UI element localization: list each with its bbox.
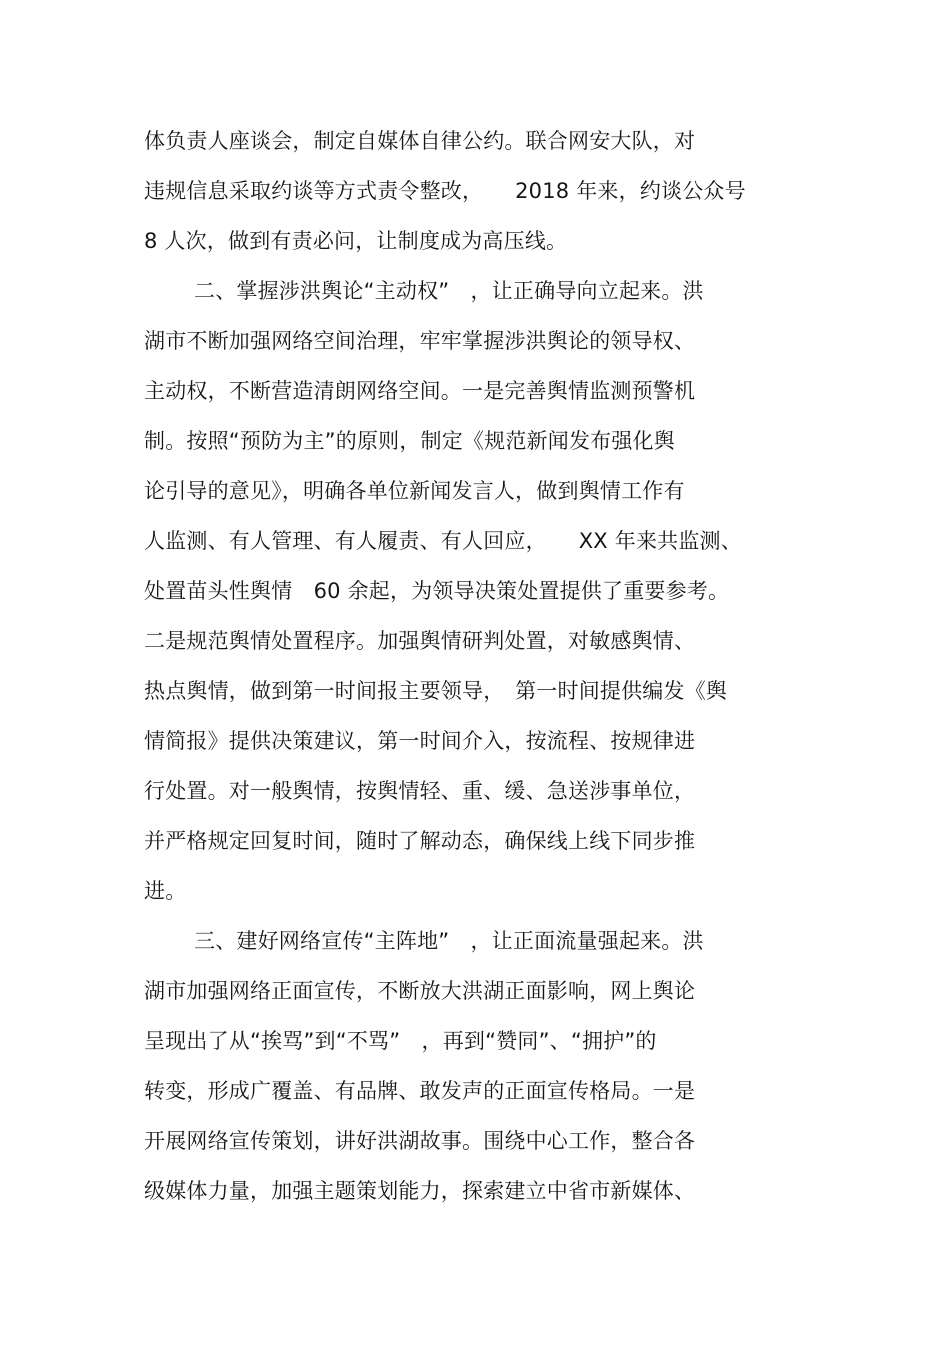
- text-line-7: 制。按照“预防为主”的原则，制定《规范新闻发布强化舆: [144, 429, 675, 453]
- text-line-8: 论引导的意见》，明确各单位新闻发言人，做到舆情工作有: [144, 479, 685, 503]
- text-line-12: 热点舆情，做到第一时间报主要领导， 第一时间提供编发《舆: [144, 679, 728, 703]
- text-line-16: 进。: [144, 879, 187, 903]
- text-line-21: 开展网络宣传策划，讲好洪湖故事。围绕中心工作，整合各: [144, 1129, 696, 1153]
- text-line-14: 行处置。对一般舆情，按舆情轻、重、缓、急送涉事单位，: [144, 779, 696, 803]
- text-line-22: 级媒体力量，加强主题策划能力，探索建立中省市新媒体、: [144, 1179, 696, 1203]
- text-line-18: 湖市加强网络正面宣传，不断放大洪湖正面影响，网上舆论: [144, 979, 696, 1003]
- text-line-2: 违规信息采取约谈等方式责令整改， 2018 年来，约谈公众号: [144, 179, 746, 203]
- text-line-4: 二、掌握涉洪舆论“主动权” ，让正确导向立起来。洪: [194, 279, 704, 303]
- text-line-13: 情简报》提供决策建议，第一时间介入，按流程、按规律进: [144, 729, 696, 753]
- text-line-6: 主动权，不断营造清朗网络空间。一是完善舆情监测预警机: [144, 379, 696, 403]
- text-line-5: 湖市不断加强网络空间治理，牢牢掌握涉洪舆论的领导权、: [144, 329, 696, 353]
- text-line-3: 8 人次，做到有责必问，让制度成为高压线。: [144, 229, 568, 253]
- text-line-9: 人监测、有人管理、有人履责、有人回应， XX 年来共监测、: [144, 529, 742, 553]
- text-line-20: 转变，形成广覆盖、有品牌、敢发声的正面宣传格局。一是: [144, 1079, 696, 1103]
- text-line-10: 处置苗头性舆情 60 余起，为领导决策处置提供了重要参考。: [144, 579, 730, 603]
- text-line-15: 并严格规定回复时间，随时了解动态，确保线上线下同步推: [144, 829, 696, 853]
- text-line-17: 三、建好网络宣传“主阵地” ，让正面流量强起来。洪: [194, 929, 704, 953]
- text-line-19: 呈现出了从“挨骂”到“不骂” ，再到“赞同”、“拥护”的: [144, 1029, 657, 1053]
- text-line-1: 体负责人座谈会，制定自媒体自律公约。联合网安大队，对: [144, 129, 696, 153]
- text-line-11: 二是规范舆情处置程序。加强舆情研判处置，对敏感舆情、: [144, 629, 696, 653]
